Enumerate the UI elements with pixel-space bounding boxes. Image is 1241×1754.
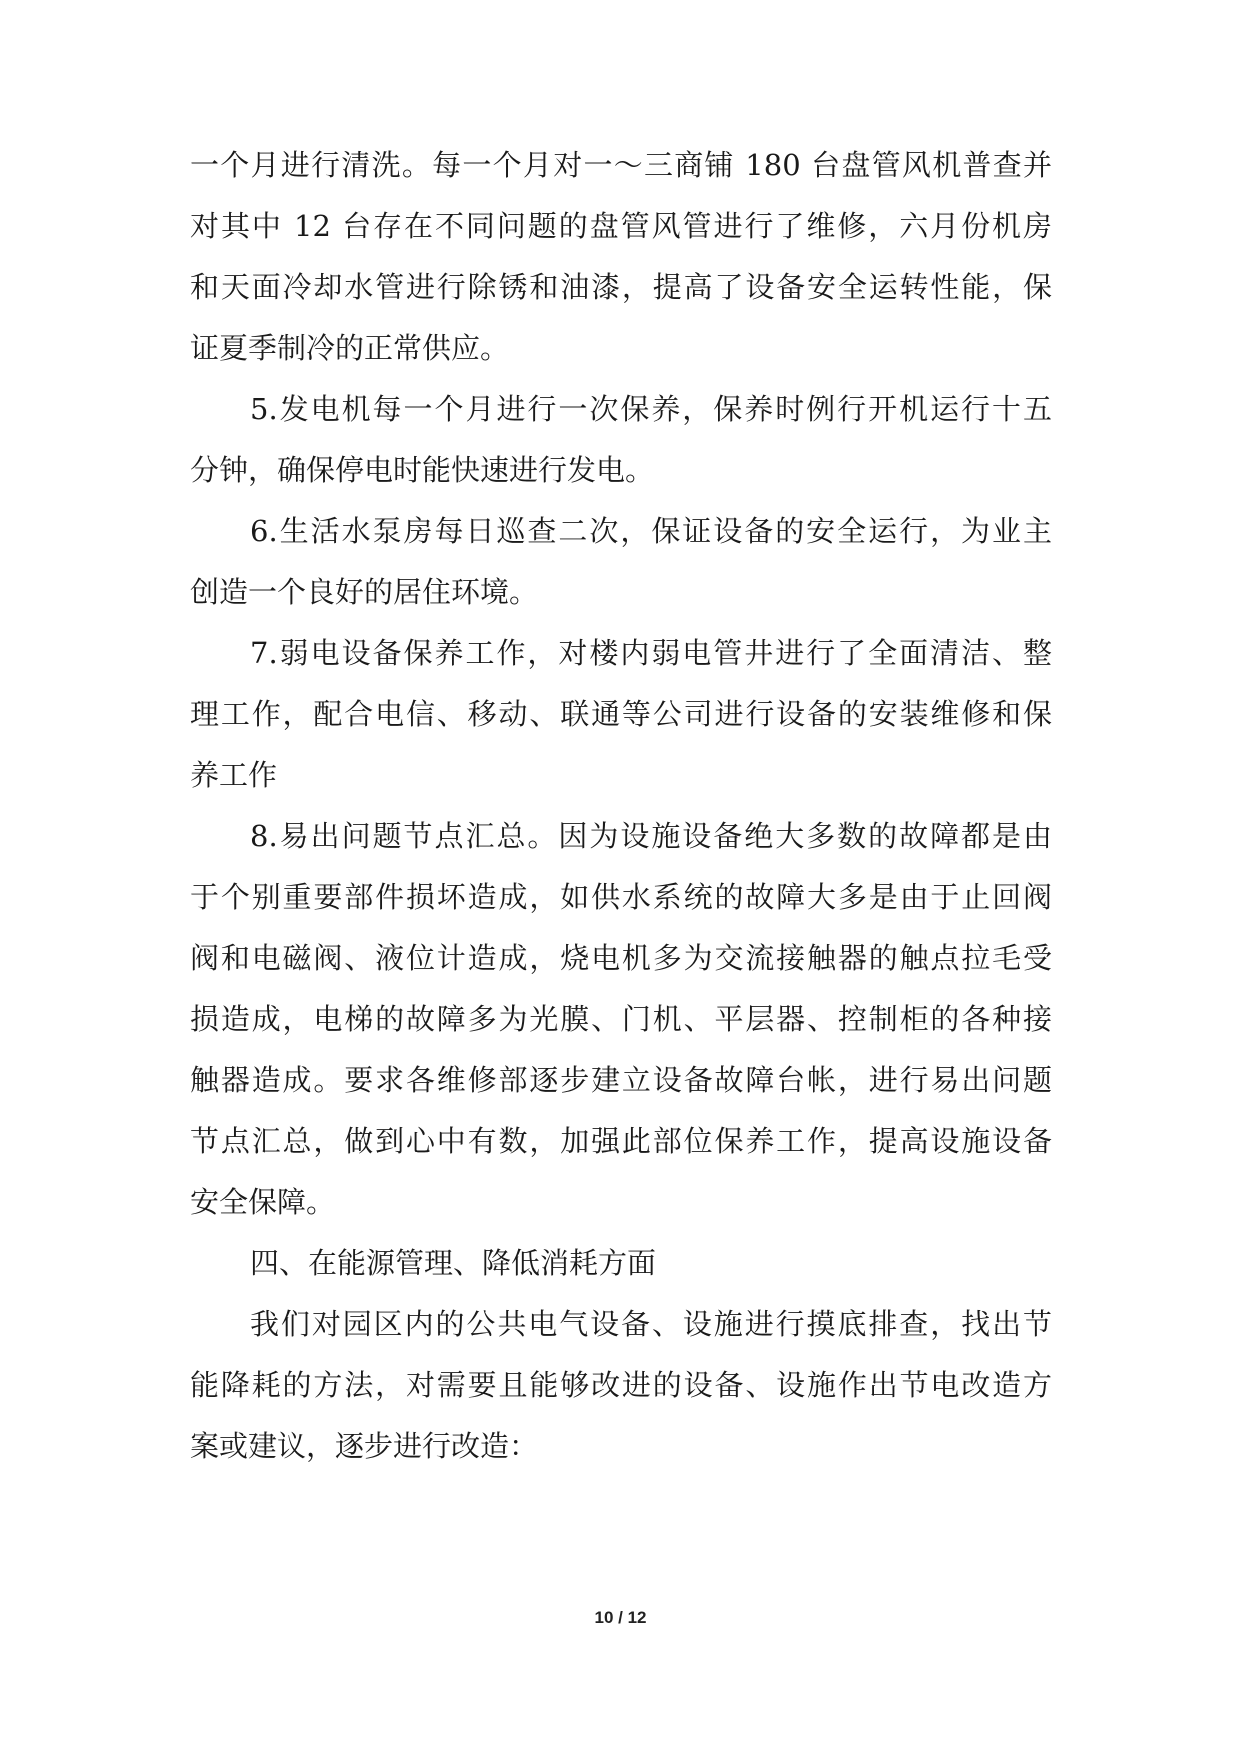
text-line: 我们对园区内的公共电气设备、设施进行摸底排查，找出节	[250, 1307, 1052, 1341]
text-line: 节点汇总，做到心中有数，加强此部位保养工作，提高设施设备	[190, 1124, 1052, 1158]
text-line: 和天面冷却水管进行除锈和油漆，提高了设备安全运转性能，保	[190, 270, 1052, 304]
text-line: 8.易出问题节点汇总。因为设施设备绝大多数的故障都是由	[250, 819, 1052, 853]
text-line: 触器造成。要求各维修部逐步建立设备故障台帐，进行易出问题	[190, 1063, 1052, 1097]
text-line: 创造一个良好的居住环境。	[190, 575, 539, 609]
page-number: 10 / 12	[594, 1608, 647, 1627]
text-line: 阀和电磁阀、液位计造成，烧电机多为交流接触器的触点拉毛受	[190, 941, 1052, 975]
text-line: 案或建议，逐步进行改造：	[190, 1429, 539, 1463]
text-line: 安全保障。	[190, 1185, 336, 1219]
text-line: 一个月进行清洗。每一个月对一～三商铺 180 台盘管风机普查并	[190, 148, 1052, 182]
text-line: 损造成，电梯的故障多为光膜、门机、平层器、控制柜的各种接	[190, 1002, 1052, 1036]
text-line: 养工作	[190, 758, 278, 792]
section-heading: 四、在能源管理、降低消耗方面	[250, 1246, 657, 1280]
text-line: 能降耗的方法，对需要且能够改进的设备、设施作出节电改造方	[190, 1368, 1052, 1402]
text-line: 理工作，配合电信、移动、联通等公司进行设备的安装维修和保	[190, 697, 1052, 731]
text-line: 于个别重要部件损坏造成，如供水系统的故障大多是由于止回阀	[190, 880, 1052, 914]
text-line: 对其中 12 台存在不同问题的盘管风管进行了维修，六月份机房	[190, 209, 1052, 243]
text-line: 5.发电机每一个月进行一次保养，保养时例行开机运行十五	[250, 392, 1052, 426]
text-line: 7.弱电设备保养工作，对楼内弱电管井进行了全面清洁、整	[250, 636, 1052, 670]
text-line: 证夏季制冷的正常供应。	[190, 331, 510, 365]
text-line: 6.生活水泵房每日巡查二次，保证设备的安全运行，为业主	[250, 514, 1052, 548]
text-line: 分钟，确保停电时能快速进行发电。	[190, 453, 655, 487]
